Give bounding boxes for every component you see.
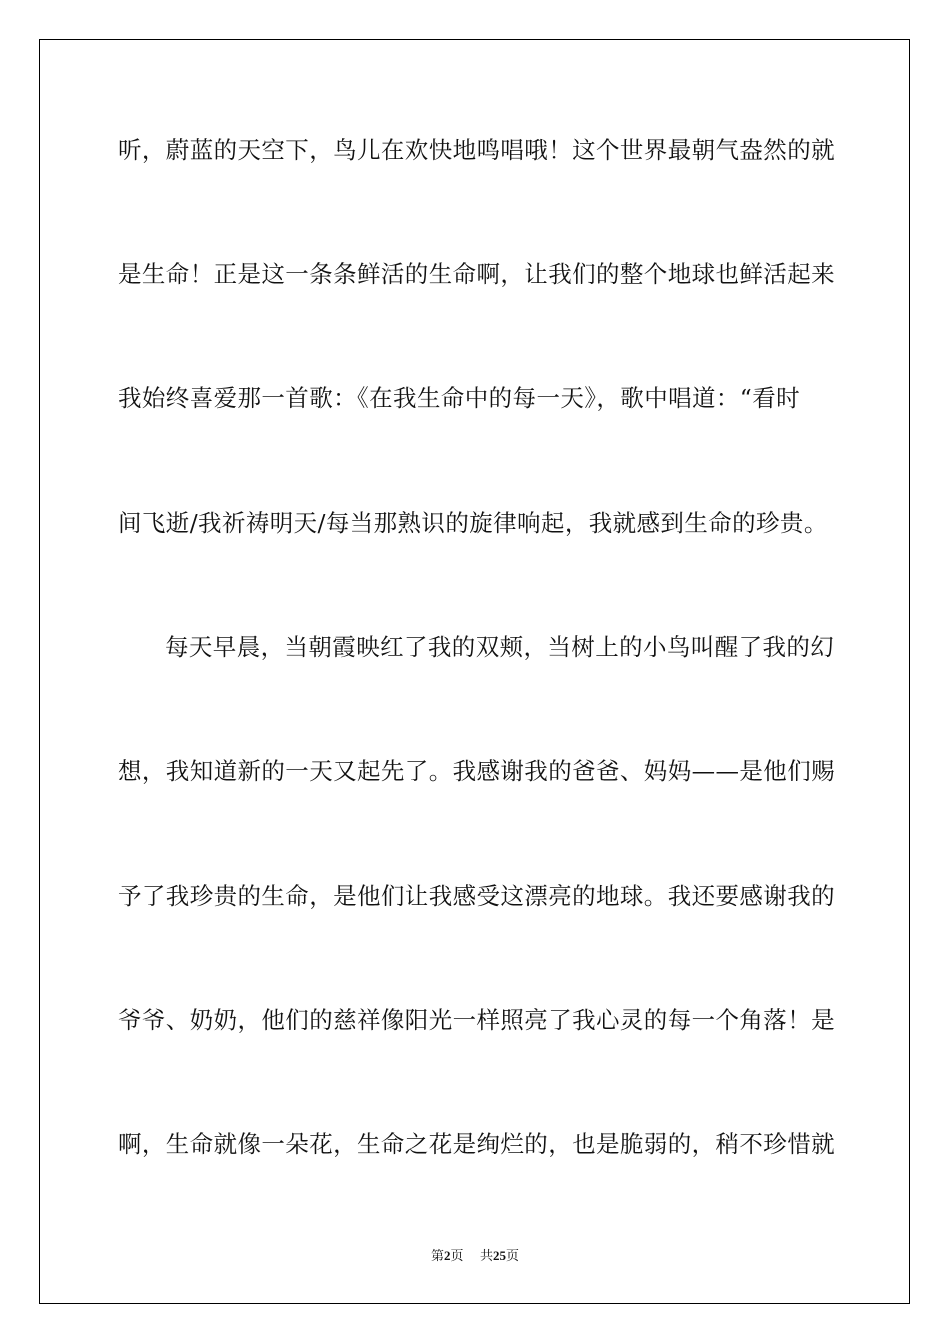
footer-total-prefix: 共 [480, 1249, 494, 1264]
text-line-4: 间飞逝/我祈祷明天/每当那熟识的旋律响起，我就感到生命的珍贵。 [118, 509, 828, 537]
page-border [39, 39, 910, 1304]
footer-page-suffix: 页 [450, 1249, 464, 1264]
text-line-2: 是生命！正是这一条条鲜活的生命啊，让我们的整个地球也鲜活起来 [118, 260, 835, 288]
text-line-6: 想，我知道新的一天又起先了。我感谢我的爸爸、妈妈——是他们赐 [118, 757, 835, 785]
footer-page-prefix: 第 [430, 1249, 444, 1264]
page-footer [0, 1247, 950, 1266]
footer-page-number: 2 [443, 1248, 451, 1263]
text-line-5-paragraph-start: 每天早晨，当朝霞映红了我的双颊，当树上的小鸟叫醒了我的幻 [165, 633, 835, 661]
footer-total-suffix: 页 [506, 1249, 520, 1264]
text-line-3: 我始终喜爱那一首歌：《在我生命中的每一天》，歌中唱道：“看时 [118, 384, 801, 412]
text-line-7: 予了我珍贵的生命，是他们让我感受这漂亮的地球。我还要感谢我的 [118, 882, 835, 910]
text-line-8: 爷爷、奶奶，他们的慈祥像阳光一样照亮了我心灵的每一个角落！是 [118, 1006, 835, 1034]
footer-total-pages: 25 [493, 1248, 507, 1263]
text-line-1: 听，蔚蓝的天空下，鸟儿在欢快地鸣唱哦！这个世界最朝气盎然的就 [118, 136, 835, 164]
text-line-9: 啊，生命就像一朵花，生命之花是绚烂的，也是脆弱的，稍不珍惜就 [118, 1130, 835, 1158]
